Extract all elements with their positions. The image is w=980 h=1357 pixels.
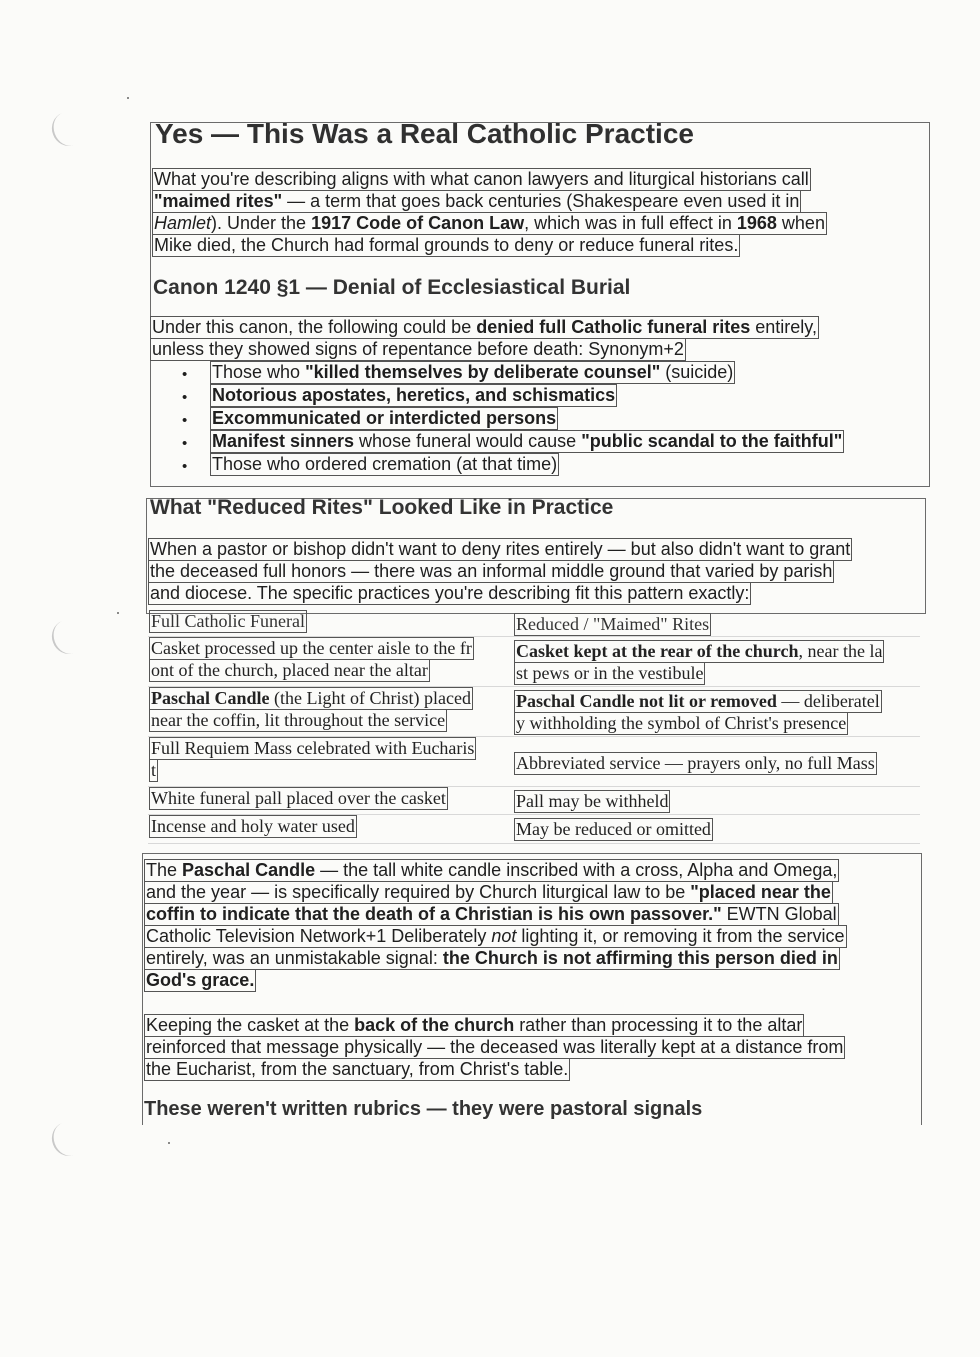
bold-text: the Church is not affirming this person died in bbox=[442, 948, 838, 968]
text-line bbox=[144, 1014, 804, 1037]
cell-line bbox=[514, 790, 670, 813]
text-run: Mike died, the Church had formal grounds to deny or reduce funeral rites. bbox=[154, 235, 739, 255]
text-run: reinforced that message physically — the deceased was literally kept at a distance from bbox=[146, 1037, 844, 1057]
bullet-icon: • bbox=[182, 412, 188, 429]
text-line bbox=[144, 859, 839, 882]
text-run: Keeping the casket at the bbox=[146, 1015, 355, 1035]
bold-text: denied full Catholic funeral rites bbox=[476, 317, 751, 337]
bold-text: Manifest sinners bbox=[212, 431, 355, 451]
casket-paragraph bbox=[144, 1014, 845, 1080]
text-run: st pews or in the vestibule bbox=[516, 663, 704, 683]
text-run: , which was in full effect in bbox=[524, 213, 737, 233]
bold-text: Paschal Candle bbox=[151, 688, 270, 708]
text-run: (the Light of Christ) placed bbox=[269, 688, 471, 708]
cell-line bbox=[149, 759, 158, 782]
table-cell-reduced bbox=[514, 818, 713, 840]
text-run: — a term that goes back centuries (Shakespeare even used it in bbox=[282, 191, 800, 211]
text-run: and diocese. The specific practices you're describing fit this pattern exactly: bbox=[150, 583, 750, 603]
text-run: What you're describing aligns with what canon lawyers and liturgical historians call bbox=[154, 169, 809, 189]
list-item-text bbox=[210, 453, 559, 476]
cell-line bbox=[514, 640, 884, 663]
bold-text: "placed near the bbox=[690, 882, 831, 902]
text-run: ). Under the bbox=[211, 213, 312, 233]
table-header-full bbox=[149, 610, 307, 632]
closing-heading: These weren't written rubrics — they were pastoral signals bbox=[144, 1098, 703, 1120]
bold-text: God's grace. bbox=[146, 970, 255, 990]
scan-speck bbox=[168, 1142, 170, 1144]
cell-line bbox=[514, 662, 705, 685]
text-line bbox=[152, 212, 827, 235]
cell-line bbox=[149, 637, 474, 660]
text-run: Hamlet bbox=[154, 213, 212, 233]
intro-paragraph bbox=[152, 168, 827, 256]
table-cell-reduced bbox=[514, 790, 670, 812]
canon-intro-paragraph bbox=[150, 316, 819, 360]
text-line bbox=[152, 234, 740, 257]
page-title: Yes — This Was a Real Catholic Practice bbox=[155, 118, 694, 149]
binder-hole bbox=[47, 616, 89, 659]
text-line bbox=[144, 947, 840, 970]
text-run: , near the la bbox=[798, 641, 883, 661]
bold-text: 1968 bbox=[736, 213, 777, 233]
text-run: Catholic Television Network+1 Deliberately bbox=[146, 926, 492, 946]
column-header-text: Full Catholic Funeral bbox=[151, 611, 305, 631]
text-run: Those who ordered cremation (at that time) bbox=[212, 454, 558, 474]
text-line bbox=[152, 190, 801, 213]
cell-line bbox=[149, 815, 357, 838]
text-line bbox=[148, 582, 751, 605]
cell-line bbox=[514, 712, 848, 735]
text-line bbox=[144, 1058, 570, 1081]
text-run: unless they showed signs of repentance before death: Synonym+2 bbox=[152, 339, 684, 359]
text-run: not bbox=[491, 926, 517, 946]
text-run: entirely, bbox=[750, 317, 817, 337]
text-run: Full Requiem Mass celebrated with Eucharis bbox=[151, 738, 475, 758]
text-line bbox=[144, 925, 847, 948]
scan-speck bbox=[117, 612, 119, 614]
binder-hole bbox=[47, 108, 89, 151]
text-run: near the coffin, lit throughout the service bbox=[151, 710, 446, 730]
bold-text: "killed themselves by deliberate counsel" bbox=[305, 362, 661, 382]
bold-text: Paschal Candle bbox=[182, 860, 316, 880]
bold-text: Paschal Candle not lit or removed bbox=[516, 691, 777, 711]
text-line bbox=[148, 560, 834, 583]
table-cell-full bbox=[149, 815, 357, 837]
text-line bbox=[152, 168, 811, 191]
text-run: (suicide) bbox=[660, 362, 734, 382]
cell-line bbox=[514, 818, 713, 841]
text-run: Those who bbox=[212, 362, 306, 382]
cell-line bbox=[149, 787, 448, 810]
text-run: Abbreviated service — prayers only, no full Mass bbox=[516, 753, 875, 773]
bold-text: Notorious apostates, heretics, and schismatics bbox=[212, 385, 616, 405]
text-run: Casket processed up the center aisle to the fr bbox=[151, 638, 472, 658]
canon-heading: Canon 1240 §1 — Denial of Ecclesiastical Burial bbox=[153, 276, 631, 299]
text-run: The bbox=[146, 860, 183, 880]
text-run: Incense and holy water used bbox=[151, 816, 355, 836]
text-run: whose funeral would cause bbox=[354, 431, 582, 451]
bullet-icon: • bbox=[182, 366, 188, 383]
text-line bbox=[144, 881, 833, 904]
bold-text: back of the church bbox=[354, 1015, 515, 1035]
cell-line bbox=[149, 659, 430, 682]
table-cell-reduced bbox=[514, 752, 877, 774]
text-run: and the year — is specifically required by Church liturgical law to be bbox=[146, 882, 691, 902]
table-row-divider bbox=[148, 843, 920, 844]
text-run: — the tall white candle inscribed with a cross, Alpha and Omega, bbox=[315, 860, 838, 880]
cell-line bbox=[514, 690, 882, 713]
list-item-text bbox=[210, 361, 735, 384]
table-cell-reduced bbox=[514, 640, 884, 684]
cell-line bbox=[514, 752, 877, 775]
bullet-icon: • bbox=[182, 435, 188, 452]
text-run: the deceased full honors — there was an informal middle ground that varied by parish bbox=[150, 561, 833, 581]
text-line bbox=[144, 1036, 845, 1059]
text-line bbox=[150, 316, 819, 339]
text-run: t bbox=[151, 760, 157, 780]
bold-text: "maimed rites" bbox=[154, 191, 283, 211]
text-run: White funeral pall placed over the casket bbox=[151, 788, 446, 808]
bold-text: 1917 Code of Canon Law bbox=[311, 213, 525, 233]
text-line bbox=[148, 538, 852, 561]
table-cell-full bbox=[149, 787, 448, 809]
column-header-text: Reduced / "Maimed" Rites bbox=[516, 614, 710, 634]
bold-text: Excommunicated or interdicted persons bbox=[212, 408, 557, 428]
text-run: When a pastor or bishop didn't want to deny rites entirely — but also didn't want to grant bbox=[150, 539, 851, 559]
text-run: EWTN Global bbox=[721, 904, 837, 924]
text-line bbox=[144, 903, 839, 926]
text-run: y withholding the symbol of Christ's presence bbox=[516, 713, 847, 733]
text-run: rather than processing it to the altar bbox=[514, 1015, 803, 1035]
bullet-icon: • bbox=[182, 458, 188, 475]
cell-line bbox=[149, 687, 473, 710]
reduced-rites-intro bbox=[148, 538, 852, 604]
list-item-text bbox=[210, 384, 617, 407]
list-item-text bbox=[210, 407, 558, 430]
reduced-rites-heading: What "Reduced Rites" Looked Like in Practice bbox=[150, 496, 614, 519]
bold-text: coffin to indicate that the death of a Christian is his own passover." bbox=[146, 904, 722, 924]
cell-line bbox=[149, 737, 476, 760]
text-line bbox=[150, 338, 686, 361]
bold-text: Casket kept at the rear of the church bbox=[516, 641, 799, 661]
text-run: Pall may be withheld bbox=[516, 791, 669, 811]
table-cell-full bbox=[149, 637, 474, 681]
table-cell-full bbox=[149, 737, 476, 781]
text-run: the Eucharist, from the sanctuary, from Christ's table. bbox=[146, 1059, 569, 1079]
text-run: Under this canon, the following could be bbox=[152, 317, 477, 337]
text-run: lighting it, or removing it from the service bbox=[516, 926, 845, 946]
text-run: ont of the church, placed near the altar bbox=[151, 660, 428, 680]
list-item-text bbox=[210, 430, 844, 453]
text-run: when bbox=[776, 213, 825, 233]
paschal-candle-paragraph bbox=[144, 859, 847, 991]
scan-speck bbox=[127, 97, 129, 99]
table-cell-reduced bbox=[514, 690, 882, 734]
text-run: May be reduced or omitted bbox=[516, 819, 711, 839]
text-run: — deliberatel bbox=[776, 691, 880, 711]
cell-line bbox=[149, 709, 447, 732]
table-header-reduced bbox=[514, 613, 711, 635]
bullet-icon: • bbox=[182, 389, 188, 406]
text-run: entirely, was an unmistakable signal: bbox=[146, 948, 443, 968]
binder-hole bbox=[47, 1118, 89, 1161]
text-line bbox=[144, 969, 256, 992]
bold-text: "public scandal to the faithful" bbox=[581, 431, 843, 451]
table-cell-full bbox=[149, 687, 473, 731]
